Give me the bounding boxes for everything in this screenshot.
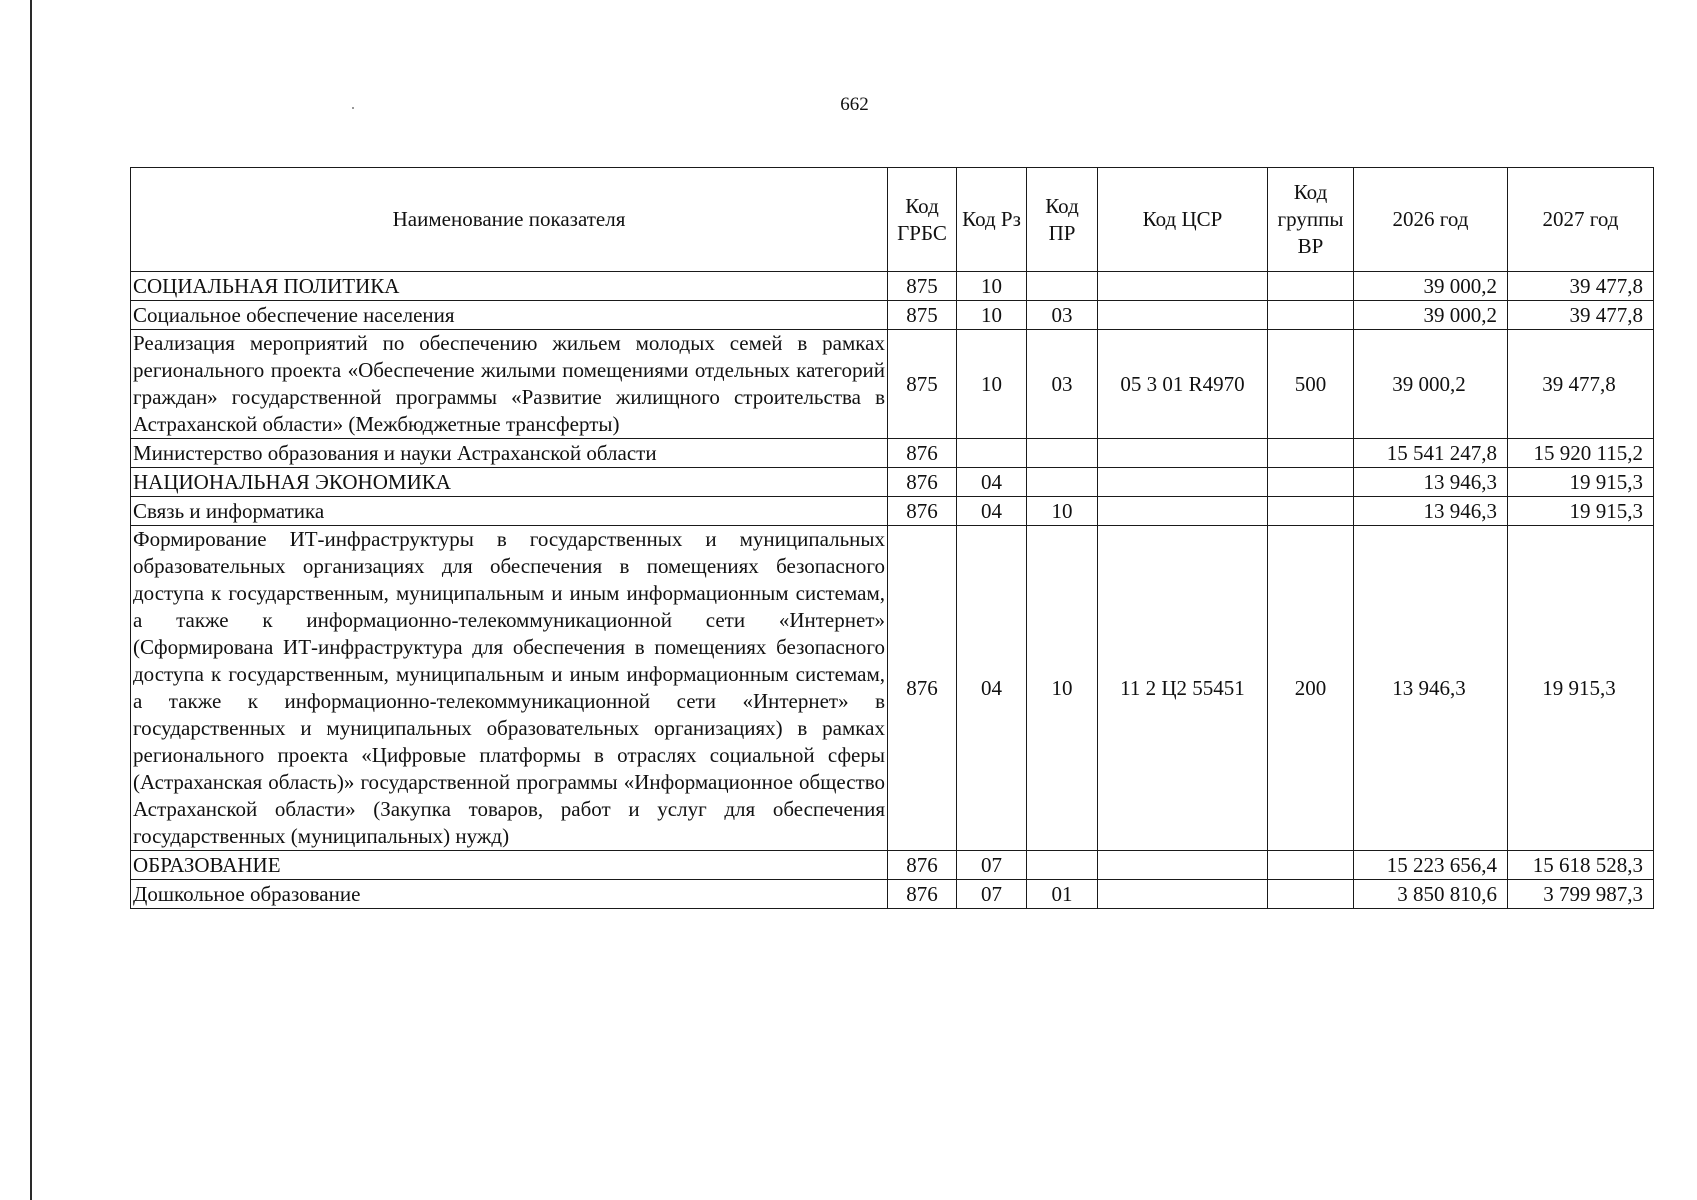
row-2027: 39 477,8 <box>1508 272 1654 301</box>
row-2027: 39 477,8 <box>1508 330 1654 439</box>
row-name: Дошкольное образование <box>131 880 888 909</box>
row-pr <box>1027 851 1098 880</box>
row-vr <box>1268 468 1354 497</box>
row-2026: 15 541 247,8 <box>1354 439 1508 468</box>
row-rz: 07 <box>957 880 1027 909</box>
row-rz <box>957 439 1027 468</box>
header-row <box>131 168 1654 272</box>
row-pr <box>1027 272 1098 301</box>
page-number: 662 <box>840 94 869 115</box>
row-rz: 04 <box>957 468 1027 497</box>
row-grbs: 875 <box>888 272 957 301</box>
header-csr: Код ЦСР <box>1098 168 1268 272</box>
header-grbs: Код ГРБС <box>888 168 957 272</box>
row-name: СОЦИАЛЬНАЯ ПОЛИТИКА <box>131 272 888 301</box>
row-grbs: 876 <box>888 439 957 468</box>
row-csr <box>1098 301 1268 330</box>
table-row <box>131 880 1654 909</box>
table-row <box>131 468 1654 497</box>
row-2026: 13 946,3 <box>1354 526 1508 851</box>
row-vr <box>1268 880 1354 909</box>
row-2027: 3 799 987,3 <box>1508 880 1654 909</box>
budget-table <box>130 167 1654 909</box>
row-vr: 500 <box>1268 330 1354 439</box>
row-csr <box>1098 439 1268 468</box>
row-2026: 39 000,2 <box>1354 272 1508 301</box>
row-pr: 03 <box>1027 301 1098 330</box>
row-vr <box>1268 439 1354 468</box>
row-name: Реализация мероприятий по обеспечению жильем молодых семей в рамках регионального проекта «Обеспечение жилыми помещениями отдельных категорий граждан» государственной программы «Развитие жилищного строительства в Астраханской области» (Межбюджетные трансферты) <box>131 330 888 439</box>
row-csr: 11 2 Ц2 55451 <box>1098 526 1268 851</box>
row-name: Социальное обеспечение населения <box>131 301 888 330</box>
row-name: Формирование ИТ-инфраструктуры в государственных и муниципальных образовательных организациях для обеспечения в помещениях безопасного доступа к государственным, муниципальным и иным информационным системам, а также к информационно-телекоммуникационной сети «Интернет» (Сформирована ИТ-инфраструктура для обеспечения в помещениях безопасного доступа к государственным, муниципальным и иным информационным системам, а также к информационно-телекоммуникационной сети «Интернет» в государственных и муниципальных образовательных организациях) в рамках регионального проекта «Цифровые платформы в отраслях социальной сферы (Астраханская область)» государственной программы «Информационное общество Астраханской области» (Закупка товаров, работ и услуг для обеспечения государственных (муниципальных) нужд) <box>131 526 888 851</box>
table-row <box>131 301 1654 330</box>
header-2026: 2026 год <box>1354 168 1508 272</box>
row-grbs: 875 <box>888 330 957 439</box>
row-grbs: 876 <box>888 497 957 526</box>
row-vr <box>1268 851 1354 880</box>
row-2027: 19 915,3 <box>1508 497 1654 526</box>
row-vr <box>1268 497 1354 526</box>
row-2027: 15 618 528,3 <box>1508 851 1654 880</box>
header-rz: Код Рз <box>957 168 1027 272</box>
row-vr <box>1268 301 1354 330</box>
table-row <box>131 272 1654 301</box>
row-csr <box>1098 272 1268 301</box>
row-rz: 10 <box>957 330 1027 439</box>
row-grbs: 876 <box>888 880 957 909</box>
row-vr: 200 <box>1268 526 1354 851</box>
header-2027: 2027 год <box>1508 168 1654 272</box>
row-2026: 13 946,3 <box>1354 497 1508 526</box>
header-name: Наименование показателя <box>131 168 888 272</box>
row-csr <box>1098 497 1268 526</box>
row-2027: 15 920 115,2 <box>1508 439 1654 468</box>
row-rz: 04 <box>957 526 1027 851</box>
row-2027: 19 915,3 <box>1508 526 1654 851</box>
binding-margin-line <box>30 0 32 1200</box>
row-csr <box>1098 851 1268 880</box>
row-vr <box>1268 272 1354 301</box>
row-2026: 39 000,2 <box>1354 330 1508 439</box>
row-pr: 01 <box>1027 880 1098 909</box>
header-pr: Код ПР <box>1027 168 1098 272</box>
row-csr <box>1098 468 1268 497</box>
row-rz: 07 <box>957 851 1027 880</box>
header-vr: Код группы ВР <box>1268 168 1354 272</box>
table-row <box>131 497 1654 526</box>
table-row <box>131 439 1654 468</box>
row-2027: 39 477,8 <box>1508 301 1654 330</box>
row-grbs: 876 <box>888 468 957 497</box>
row-name: Связь и информатика <box>131 497 888 526</box>
row-rz: 10 <box>957 301 1027 330</box>
row-2027: 19 915,3 <box>1508 468 1654 497</box>
row-rz: 04 <box>957 497 1027 526</box>
row-2026: 3 850 810,6 <box>1354 880 1508 909</box>
row-rz: 10 <box>957 272 1027 301</box>
row-2026: 15 223 656,4 <box>1354 851 1508 880</box>
row-pr <box>1027 468 1098 497</box>
row-pr: 10 <box>1027 526 1098 851</box>
row-pr <box>1027 439 1098 468</box>
row-csr: 05 3 01 R4970 <box>1098 330 1268 439</box>
row-name: Министерство образования и науки Астраханской области <box>131 439 888 468</box>
row-pr: 10 <box>1027 497 1098 526</box>
row-grbs: 876 <box>888 526 957 851</box>
row-grbs: 875 <box>888 301 957 330</box>
table-row <box>131 330 1654 439</box>
row-csr <box>1098 880 1268 909</box>
row-name: ОБРАЗОВАНИЕ <box>131 851 888 880</box>
row-2026: 39 000,2 <box>1354 301 1508 330</box>
table-row <box>131 851 1654 880</box>
row-grbs: 876 <box>888 851 957 880</box>
row-name: НАЦИОНАЛЬНАЯ ЭКОНОМИКА <box>131 468 888 497</box>
table-row <box>131 526 1654 851</box>
row-pr: 03 <box>1027 330 1098 439</box>
row-2026: 13 946,3 <box>1354 468 1508 497</box>
